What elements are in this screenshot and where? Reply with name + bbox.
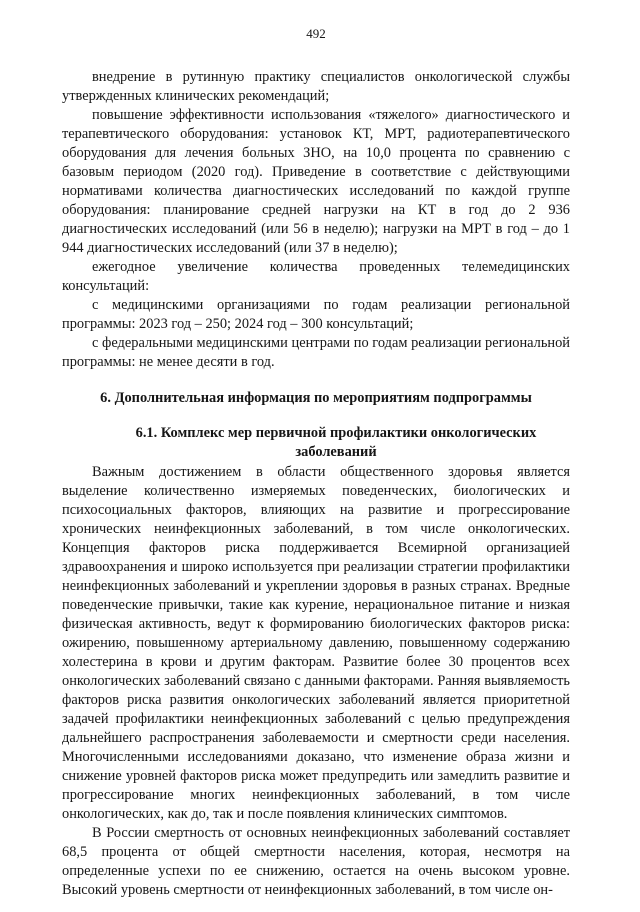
body-paragraph: Важным достижением в области общественного здоровья является выделение количественно измеряемых поведенческих, биологических и психосоциальных факторов, влияющих на развитие и прогрессирование хронических неинфекционных заболеваний, в том числе онкологических. Концепция факторов риска поддерживается Всемирной организацией здравоохранения и широко используется при реализации стратегии профилактики неинфекционных заболеваний и укреплении здоровья в разных странах. Вредные поведенческие привычки, такие как курение, нерациональное питание и низкая физическая активность, ведут к формированию биологических факторов риска: ожирению, повышенному артериальному давлению, повышенному содержанию холестерина в крови и другим факторам. Развитие более 30 процентов всех онкологических заболеваний связано с данными факторами. Ранняя выявляемость факторов риска развития онкологических заболеваний является приоритетной задачей профилактики неинфекционных заболеваний с целью предупреждения дальнейшего распространения заболеваемости и смертности среди населения. Многочисленными исследованиями доказано, что изменение образа жизни и снижение уровней факторов риска может предупредить или замедлить развитие и прогрессирование многих неинфекционных заболеваний, в том числе онкологических, как до, так и после появления клинических симптомов. — [62, 464, 570, 822]
intro-paragraph: с медицинскими организациями по годам реализации региональной программы: 2023 год – 250; 2024 год – 300 консультаций; — [62, 297, 570, 332]
subsection-heading — [62, 424, 570, 462]
page-number: 492 — [306, 26, 326, 41]
intro-paragraph: ежегодное увеличение количества проведенных телемедицинских консультаций: — [62, 259, 570, 294]
subsection-heading-line: заболеваний — [295, 444, 377, 460]
subsection-heading-line: 6.1. Комплекс мер первичной профилактики онкологических — [135, 425, 537, 441]
intro-paragraph: с федеральными медицинскими центрами по годам реализации региональной программы: не менее десяти в год. — [62, 335, 570, 370]
body-paragraph: В России смертность от основных неинфекционных заболеваний составляет 68,5 процента от общей смертности населения, которая, несмотря на определенные успехи по ее снижению, остается на очень высоком уровне. Высокий уровень смертности от неинфекционных заболеваний, в том числе он- — [62, 825, 570, 898]
intro-paragraph: внедрение в рутинную практику специалистов онкологической службы утвержденных клинических рекомендаций; — [62, 69, 570, 104]
intro-paragraph: повышение эффективности использования «тяжелого» диагностического и терапевтического оборудования: установок КТ, МРТ, радиотерапевтического оборудования для лечения больных ЗНО, на 10,0 процента по сравнению с базовым периодом (2020 год). Приведение в соответствие с действующими нормативами количества диагностических исследований по каждой группе оборудования: планирование средней нагрузки на КТ в год до 2 936 диагностических исследований (или 56 в неделю); нагрузки на МРТ в год – до 1 944 диагностических исследований (или 37 в неделю); — [62, 107, 570, 256]
section-heading: 6. Дополнительная информация по мероприятиям подпрограммы — [100, 390, 532, 406]
